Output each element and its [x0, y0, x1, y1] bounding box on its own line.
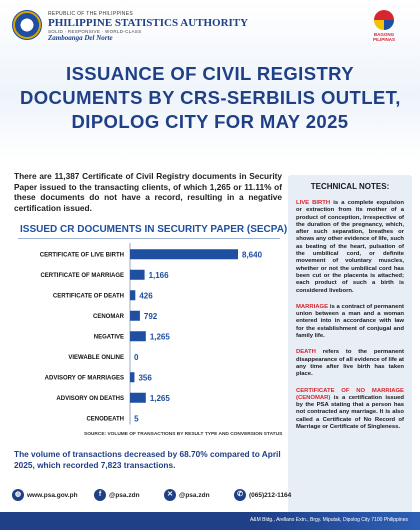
bagong-pilipinas-icon — [374, 10, 394, 30]
facebook-text: @psa.zdn — [109, 491, 140, 499]
bar-value-label: 1,265 — [149, 332, 170, 342]
facebook-icon: f — [94, 489, 106, 501]
header-agency: PHILIPPINE STATISTICS AUTHORITY — [48, 17, 249, 29]
footer — [0, 484, 420, 530]
bar-value-label: 356 — [138, 373, 152, 383]
summary-paragraph: The volume of transactions decreased by 68.70% compared to April 2025, which recorded 7,823 transactions. — [14, 449, 281, 470]
header-republic: REPUBLIC OF THE PHILIPPINES — [48, 11, 133, 17]
intro-paragraph: There are 11,387 Certificate of Civil Registry documents in Security Paper issued to the transacting clients, of which 1,265 or 11.11% of these documents do not have a record, resulting in a negative certification issued. — [14, 171, 282, 213]
note-live-birth-text: is a complete expulsion or extraction from its mother of a product of conception, irrespective of the duration of the pregnancy, which, after such separation, breathes or shows any other evidence of life, such as beating of the heart, pulsation of the umbilical cord, or definite movement of voluntary muscles, whether or not the umbilical cord has been cut or the placenta is attached; each product of such a birth is considered liveborn. — [296, 200, 404, 294]
bar-value-label: 8,640 — [242, 250, 263, 260]
bar-chart — [14, 241, 284, 429]
note-death — [296, 349, 404, 378]
category-label: ADVISORY ON DEATHS — [56, 395, 124, 402]
category-label: CERTIFICATE OF LIVE BIRTH — [39, 252, 124, 259]
twitter-link[interactable] — [164, 487, 210, 503]
note-cenomar-text: is a certification issued by the PSA stating that a person has not contracted any marriage. It is also called a Certificate of No Record of Marriage or Certificate of Singleness. — [296, 394, 404, 431]
bar-value-label: 5 — [134, 414, 139, 424]
globe-icon: ◍ — [12, 489, 24, 501]
note-marriage-term: MARRIAGE — [296, 303, 329, 310]
bar-value-label: 792 — [143, 311, 158, 321]
title-line-3: DIPOLOG CITY FOR MAY 2025 — [71, 111, 349, 132]
phone-text: (065)212-1164 — [249, 491, 292, 499]
note-marriage — [296, 304, 404, 340]
header-region: Zamboanga Del Norte — [48, 34, 113, 42]
phone-link[interactable] — [234, 487, 291, 503]
chart-title-rule — [18, 238, 280, 239]
website-link[interactable] — [12, 487, 78, 503]
twitter-text: @psa.zdn — [179, 491, 210, 499]
note-death-text: refers to the permanent disappearance of all evidence of life at any time after live birth has taken place. — [296, 349, 404, 378]
header-tagline: SOLID · RESPONSIVE · WORLD-CLASS — [48, 29, 142, 34]
header-text — [48, 11, 248, 42]
category-label: CERTIFICATE OF DEATH — [52, 293, 124, 300]
footer-bar — [0, 512, 420, 530]
bar-value-label: 0 — [134, 352, 139, 362]
category-label: VIEWABLE ONLINE — [68, 354, 124, 361]
bar — [130, 372, 134, 382]
note-live-birth-term: LIVE BIRTH — [296, 200, 331, 206]
bar-value-label: 1,166 — [148, 270, 169, 280]
twitter-icon: ✕ — [164, 489, 176, 501]
bar — [130, 393, 146, 403]
title-line-1: ISSUANCE OF CIVIL REGISTRY — [66, 63, 354, 84]
category-label: NEGATIVE — [93, 334, 124, 341]
footer-address: A&M Bldg., Arellano Extn., Brgy. Miputak, Dipolog City 7100 Philippines — [249, 517, 408, 523]
title-line-2: DOCUMENTS BY CRS-SERBILIS OUTLET, — [20, 87, 401, 108]
note-marriage-text: is a contract of permanent union between a man and a woman entered into in accordance with law for the establishment of conjugal and family life. — [296, 303, 404, 340]
facebook-link[interactable] — [94, 487, 140, 503]
bagong-pilipinas-label: BAGONG PILIPINAS — [372, 32, 395, 42]
chart-source: SOURCE: VOLUME OF TRANSACTIONS BY RESULT TYPE AND CONVERSION STATUS — [84, 432, 283, 437]
bagong-pilipinas-logo — [364, 10, 404, 44]
bar-value-label: 1,265 — [149, 393, 170, 403]
technical-notes-title: TECHNICAL NOTES: — [310, 182, 390, 191]
note-live-birth — [296, 200, 404, 295]
note-cenomar — [296, 388, 404, 432]
bar — [130, 270, 145, 280]
footer-contacts — [12, 487, 292, 503]
website-text: www.psa.gov.ph — [27, 491, 78, 499]
chart-title: ISSUED CR DOCUMENTS IN SECURITY PAPER (SECPA) — [20, 224, 288, 235]
bar — [130, 311, 140, 321]
category-label: CENOMAR — [93, 313, 124, 320]
category-label: ADVISORY OF MARRIAGES — [44, 375, 124, 382]
category-label: CERTIFICATE OF MARRIAGE — [40, 272, 124, 279]
bar — [130, 249, 238, 259]
chart-panel — [14, 221, 288, 446]
note-death-term: DEATH — [296, 349, 316, 356]
bar — [130, 290, 135, 300]
psa-logo — [12, 10, 42, 40]
page-title — [20, 62, 400, 134]
bar-value-label: 426 — [139, 291, 153, 301]
category-label: CENODEATH — [86, 416, 124, 423]
header — [12, 10, 408, 44]
technical-notes-panel — [288, 175, 412, 530]
phone-icon: ✆ — [234, 489, 246, 501]
note-cenomar-term: CERTIFICATE OF NO MARRIAGE (CENOMAR) — [296, 387, 404, 401]
bar — [130, 331, 146, 341]
